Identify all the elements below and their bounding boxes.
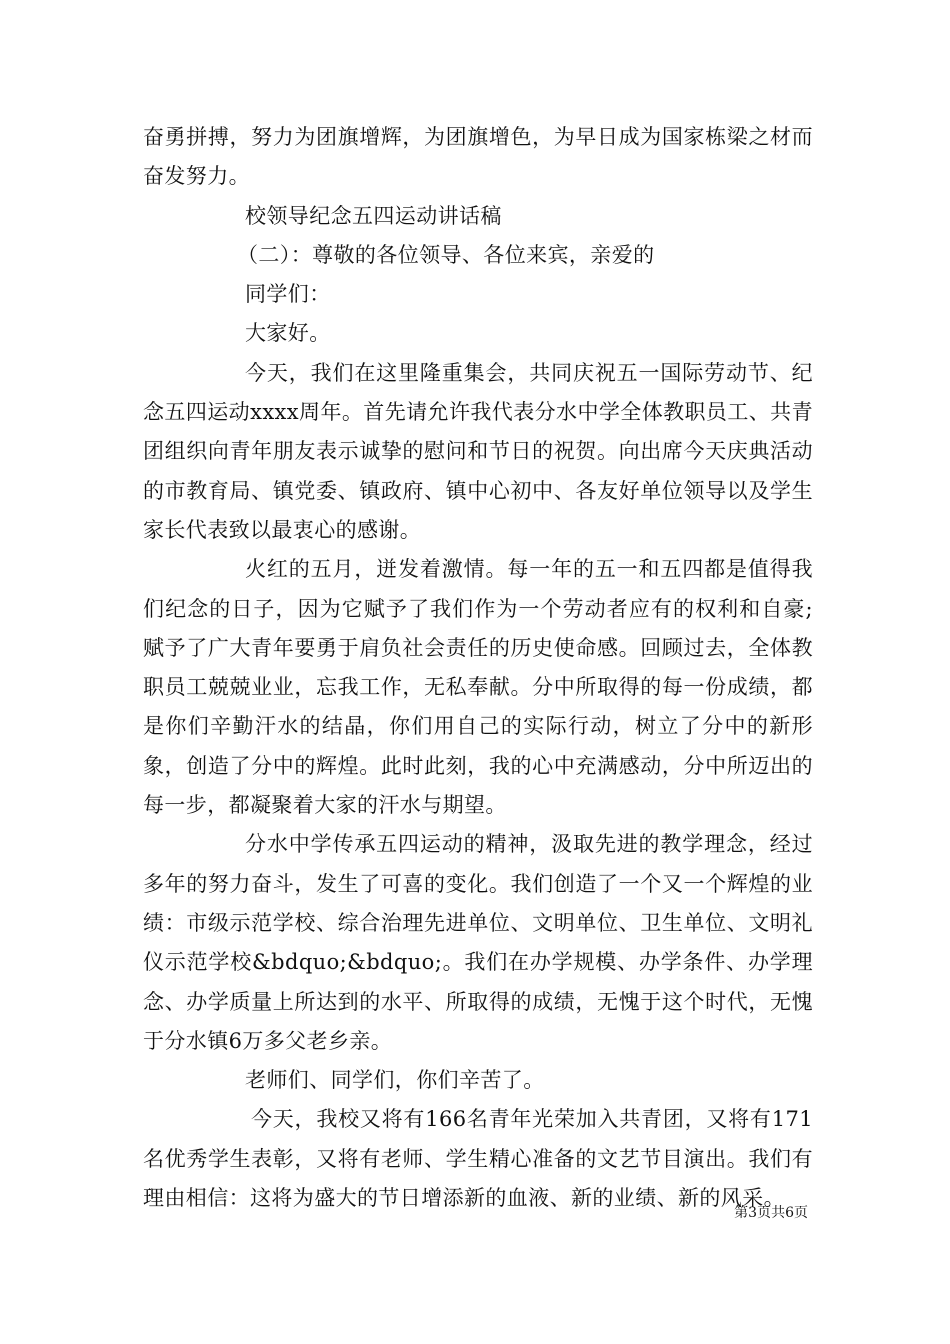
paragraph-continuation: 奋勇拼搏，努力为团旗增辉，为团旗增色，为早日成为国家栋梁之材而奋发努力。 bbox=[143, 125, 813, 189]
paragraph: 分水中学传承五四运动的精神，汲取先进的教学理念，经过多年的努力奋斗，发生了可喜的变化。我们创造了一个又一个辉煌的业绩：市级示范学校、综合治理先进单位、文明单位、卫生单位、文明礼仪示范学校&bdquo;&bdquo;。我们在办学规模、办学条件、办学理念、办学质量上所达到的水平、所取得的成绩，无愧于这个时代，无愧于分水镇6万多父老乡亲。 bbox=[143, 832, 813, 1053]
document-body bbox=[143, 118, 813, 1218]
salutation-line-cont: 同学们： bbox=[245, 282, 331, 307]
paragraph: 老师们、同学们，你们辛苦了。 bbox=[245, 1068, 545, 1093]
paragraph: 今天，我校又将有166名青年光荣加入共青团，又将有171名优秀学生表彰，又将有老师、学生精心准备的文艺节目演出。我们有理由相信：这将为盛大的节日增添新的血液、新的业绩、新的风采。 bbox=[143, 1107, 813, 1211]
page-number: 第3页共6页 bbox=[734, 1205, 808, 1221]
paragraph: 今天，我们在这里隆重集会，共同庆祝五一国际劳动节、纪念五四运动xxxx周年。首先请允许我代表分水中学全体教职员工、共青团组织向青年朋友表示诚挚的慰问和节日的祝贺。向出席今天庆典活动的市教育局、镇党委、镇政府、镇中心初中、各友好单位领导以及学生家长代表致以最衷心的感谢。 bbox=[143, 360, 813, 542]
salutation-line: （二）：尊敬的各位领导、各位来宾，亲爱的 bbox=[237, 242, 655, 267]
greeting: 大家好。 bbox=[245, 321, 331, 346]
speech-title: 校领导纪念五四运动讲话稿 bbox=[245, 203, 502, 228]
paragraph: 火红的五月，迸发着激情。每一年的五一和五四都是值得我们纪念的日子，因为它赋予了我们作为一个劳动者应有的权利和自豪;赋予了广大青年要勇于肩负社会责任的历史使命感。回顾过去，全体教职员工兢兢业业，忘我工作，无私奉献。分中所取得的每一份成绩，都是你们辛勤汗水的结晶，你们用自己的实际行动，树立了分中的新形象，创造了分中的辉煌。此时此刻，我的心中充满感动，分中所迈出的每一步，都凝聚着大家的汗水与期望。 bbox=[143, 557, 813, 818]
